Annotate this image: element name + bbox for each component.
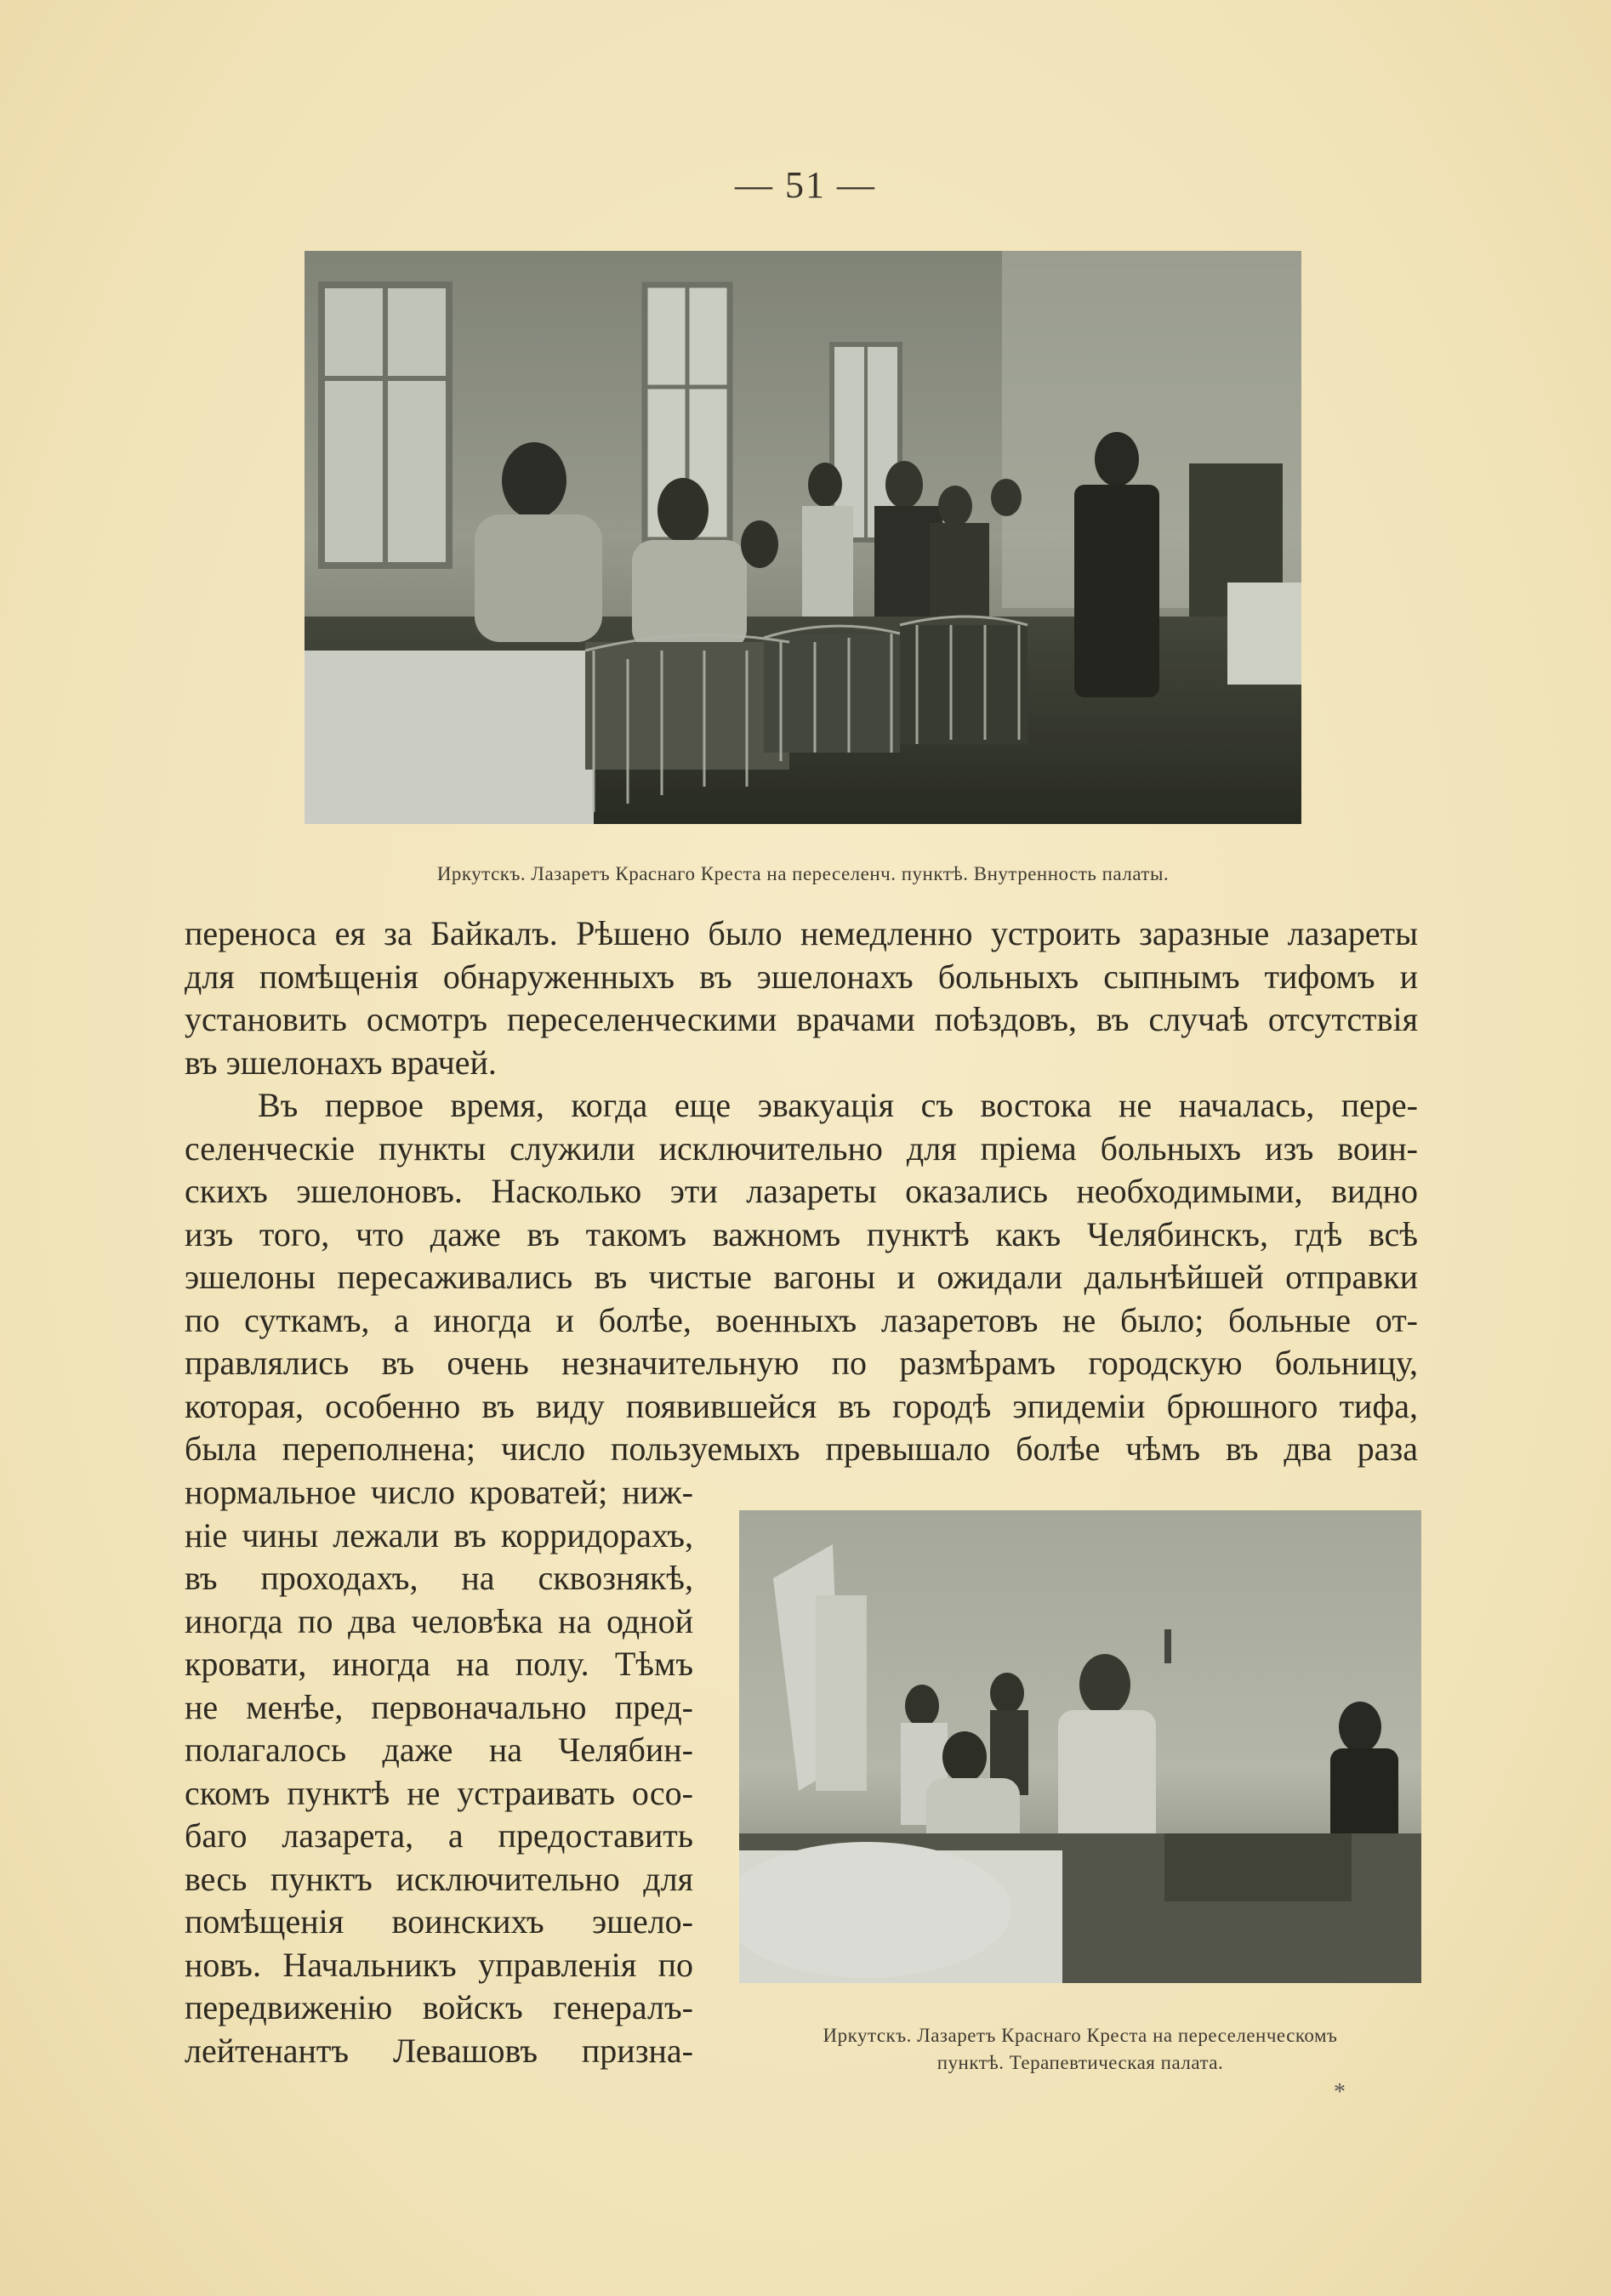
- text-line: скомъ пунктѣ не устраивать осо-: [185, 1773, 693, 1812]
- text-line: баго лазарета, а предоставить: [185, 1816, 693, 1855]
- text-line: весь пунктъ исключительно для: [185, 1859, 693, 1898]
- text-line: была переполнена; число пользуемыхъ превышало болѣе чѣмъ въ два раза: [185, 1429, 1418, 1468]
- text-line: въ эшелонахъ врачей.: [185, 1043, 497, 1082]
- text-line: эшелоны пересаживались въ чистые вагоны и ожидали дальнѣйшей отправки: [185, 1258, 1418, 1296]
- photo-therapeutic-ward: [739, 1510, 1421, 1983]
- text-line: полагалось даже на Челябин-: [185, 1731, 693, 1769]
- text-line: Въ первое время, когда еще эвакуація съ востока не началась, пере-: [258, 1086, 1418, 1124]
- text-line: ніе чины лежали въ корридорахъ,: [185, 1515, 693, 1554]
- text-line: которая, особенно въ виду появившейся въ городѣ эпидеміи брюшного тифа,: [185, 1386, 1418, 1425]
- photo-caption-bottom-line2: пунктѣ. Терапевтическая палата.: [936, 2052, 1224, 2073]
- photo-ward-interior-image: [305, 251, 1301, 824]
- text-line: правлялись въ очень незначительную по размѣрамъ городскую больницу,: [185, 1344, 1418, 1382]
- text-line: селенческіе пункты служили исключительно для пріема больныхъ изъ воин-: [185, 1128, 1418, 1168]
- text-line: кровати, иногда на полу. Тѣмъ: [185, 1645, 693, 1683]
- text-line: лейтенантъ Левашовъ призна-: [185, 2031, 693, 2070]
- text-line: по суткамъ, а иногда и болѣе, военныхъ лазаретовъ не было; больные от-: [185, 1300, 1418, 1339]
- photo-caption-bottom: [739, 2022, 1421, 2077]
- text-line: скихъ эшелоновъ. Насколько эти лазареты оказались необходимыми, видно: [185, 1172, 1418, 1210]
- body-text-main: [185, 912, 1418, 1471]
- text-line: изъ того, что даже въ такомъ важномъ пунктѣ какъ Челябинскъ, гдѣ всѣ: [185, 1214, 1418, 1253]
- text-line: помѣщенія воинскихъ эшело-: [185, 1902, 693, 1941]
- text-line: передвиженію войскъ генералъ-: [185, 1988, 693, 2026]
- text-line: иногда по два человѣка на одной: [185, 1601, 693, 1640]
- text-line: не менѣе, первоначально пред-: [185, 1687, 693, 1726]
- text-line: переноса ея за Байкалъ. Рѣшено было немедленно устроить заразные лазареты: [185, 914, 1418, 952]
- photo-therapeutic-ward-image: [739, 1510, 1421, 1983]
- page-number: — 51 —: [735, 164, 876, 206]
- photo-ward-interior: [305, 251, 1301, 824]
- body-text-side: [185, 1471, 693, 2072]
- text-line: нормальное число кроватей; ниж-: [185, 1473, 693, 1511]
- text-line: новъ. Начальникъ управленія по: [185, 1945, 693, 1984]
- text-line: въ проходахъ, на сквознякѣ,: [185, 1559, 693, 1597]
- photo-caption-top: Иркутскъ. Лазаретъ Краснаго Креста на переселенч. пунктѣ. Внутренность палаты.: [436, 863, 1170, 884]
- footer-mark: *: [1334, 2079, 1346, 2106]
- photo-caption-bottom-line1: Иркутскъ. Лазаретъ Краснаго Креста на переселенческомъ: [823, 2025, 1338, 2046]
- text-line: установить осмотръ переселенческими врачами поѣздовъ, въ случаѣ отсутствія: [185, 1000, 1418, 1038]
- text-line: для помѣщенія обнаруженныхъ въ эшелонахъ больныхъ сыпнымъ тифомъ и: [185, 957, 1418, 996]
